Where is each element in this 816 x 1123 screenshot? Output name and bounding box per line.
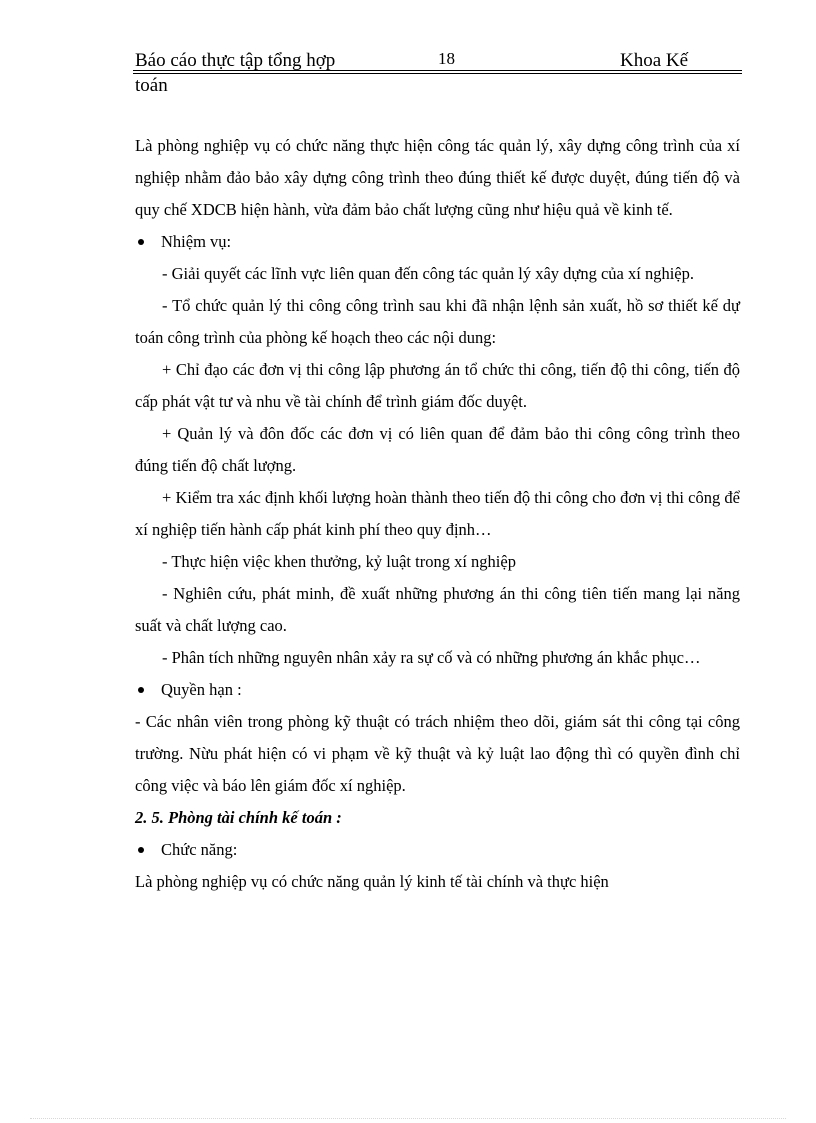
bullet-label: Nhiệm vụ: [161, 232, 232, 251]
list-item: - Nghiên cứu, phát minh, đề xuất những phương án thi công tiên tiến mang lại năng suất và chất lượng cao. [135, 584, 740, 635]
header-rule-top [133, 70, 742, 71]
header-rule-bottom [133, 73, 742, 74]
header-department: Khoa Kế [620, 50, 689, 71]
list-item: - Giải quyết các lĩnh vực liên quan đến công tác quản lý xây dựng của xí nghiệp. [162, 264, 694, 283]
header-report-title: Báo cáo thực tập tổng hợp [135, 50, 336, 71]
quyen-han-paragraph: - Các nhân viên trong phòng kỹ thuật có trách nhiệm theo dõi, giám sát thi công tại công trường. Nừu phát hiện có vi phạm về kỹ thuật và kỷ luật lao động thì có quyền đình chỉ công việc và báo lên giám đốc xí nghiệp. [135, 712, 740, 795]
list-item: - Phân tích những nguyên nhân xảy ra sự cố và có những phương án khắc phục… [162, 648, 701, 667]
bullet-quyen-han [135, 674, 740, 706]
document-body [135, 130, 740, 898]
list-item: + Quản lý và đôn đốc các đơn vị có liên quan để đảm bảo thi công công trình theo đúng tiến độ chất lượng. [135, 424, 740, 475]
page-number: 18 [438, 49, 455, 68]
list-item: + Kiểm tra xác định khối lượng hoàn thành theo tiến độ thi công cho đơn vị thi công để xí nghiệp tiến hành cấp phát kinh phí theo quy định… [135, 488, 740, 539]
list-item: - Tổ chức quản lý thi công công trình sau khi đã nhận lệnh sản xuất, hồ sơ thiết kế dự toán công trình của phòng kế hoạch theo các nội dung: [135, 296, 740, 347]
bullet-dot-icon [138, 687, 144, 693]
bullet-label: Chức năng: [161, 840, 238, 859]
bullet-chuc-nang [135, 834, 740, 866]
bullet-nhiem-vu [135, 226, 740, 258]
list-item: + Chỉ đạo các đơn vị thi công lập phương án tổ chức thi công, tiến độ thi công, tiến độ cấp phát vật tư và nhu về tài chính để trình giám đốc duyệt. [135, 360, 740, 411]
bullet-dot-icon [138, 847, 144, 853]
intro-paragraph: Là phòng nghiệp vụ có chức năng thực hiện công tác quản lý, xây dựng công trình của xí nghiệp nhằm đảo bảo xây dựng công trình theo đúng thiết kế được duyệt, đúng tiến độ và quy chế XDCB hiện hành, vừa đảm bảo chất lượng cũng như hiệu quả về kinh tế. [135, 136, 740, 219]
page-bottom-border [30, 1118, 786, 1119]
bullet-dot-icon [138, 239, 144, 245]
chuc-nang-paragraph: Là phòng nghiệp vụ có chức năng quản lý kinh tế tài chính và thực hiện [135, 872, 609, 891]
bullet-label: Quyền hạn : [161, 680, 242, 699]
section-heading: 2. 5. Phòng tài chính kế toán : [135, 808, 342, 827]
list-item: - Thực hiện việc khen thưởng, kỷ luật trong xí nghiệp [162, 552, 516, 571]
header-department-continued: toán [135, 75, 168, 96]
